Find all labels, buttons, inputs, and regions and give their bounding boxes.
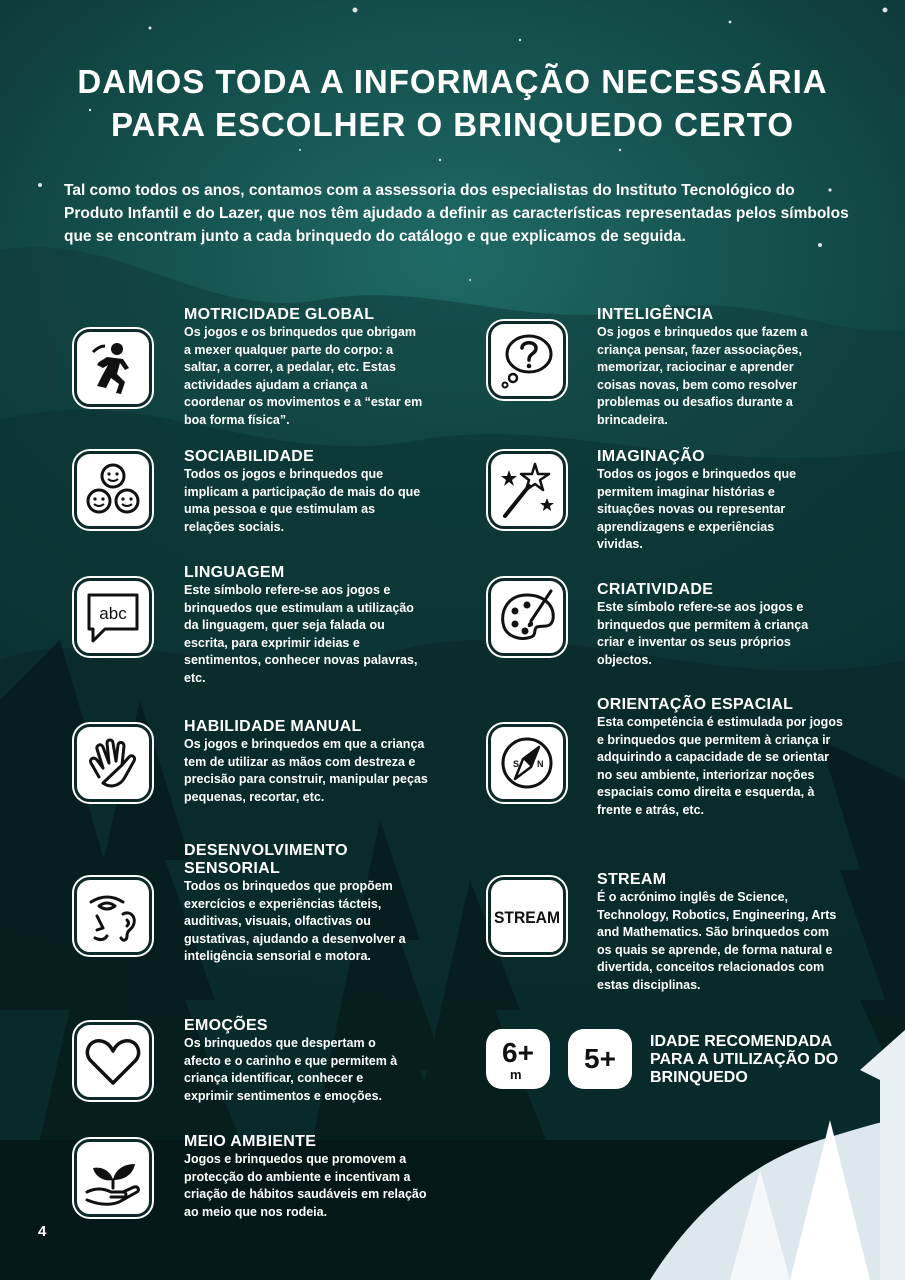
item-habilidade-manual bbox=[184, 718, 514, 806]
age-badge-value: 5+ bbox=[584, 1043, 616, 1074]
item-imaginacao bbox=[597, 448, 905, 554]
item-inteligencia bbox=[597, 306, 905, 429]
item-meio-ambiente bbox=[184, 1133, 514, 1221]
magic-wand-icon bbox=[488, 451, 566, 529]
item-title: LINGUAGEM bbox=[184, 564, 285, 581]
item-description: Todos os brinquedos que propõem exercícios e experiências tácteis, auditivas, visuais, olfactivas ou gustativas, ajudando a desenvolver a inteligência sensorial e motora. bbox=[184, 879, 406, 963]
item-description: Os jogos e os brinquedos que obrigam a mexer qualquer parte do corpo: a saltar, a correr, a pedalar, etc. Estas actividades ajudam a criança a coordenar os movimentos e a “estar em boa forma física”. bbox=[184, 325, 423, 427]
paint-palette-icon bbox=[488, 578, 566, 656]
item-description: É o acrónimo inglês de Science, Technology, Robotics, Engineering, Arts and Mathematics. São brinquedos com os quais se aprende, de forma natural e divertida, conceitos relacionados com estas disciplinas. bbox=[597, 890, 837, 992]
heart-icon bbox=[74, 1022, 152, 1100]
page-number: 4 bbox=[38, 1223, 47, 1240]
intro-paragraph: Tal como todos os anos, contamos com a assessoria dos especialistas do Instituto Tecnológico do Produto Infantil e do Lazer, que nos têm ajudado a definir as características representadas pelos símbolos que se encontram junto a cada brinquedo do catálogo e que explicamos de seguida. bbox=[64, 182, 849, 245]
age-heading: IDADE RECOMENDADA PARA A UTILIZAÇÃO DO BRINQUEDO bbox=[650, 1033, 839, 1086]
svg-text:S: S bbox=[513, 759, 520, 769]
age-badge-unit: m bbox=[510, 1067, 522, 1082]
item-title: SOCIABILIDADE bbox=[184, 448, 315, 465]
item-description: Este símbolo refere-se aos jogos e brinquedos que estimulam a utilização da linguagem, quer seja falada ou escrita, para exprimir ideias e sentimentos, conhecer novas palavras, etc. bbox=[184, 583, 418, 685]
item-title: CRIATIVIDADE bbox=[597, 581, 714, 598]
item-linguagem bbox=[184, 564, 514, 687]
item-sociabilidade bbox=[184, 448, 514, 536]
senses-face-icon bbox=[74, 877, 152, 955]
age-badge-6-months bbox=[488, 1031, 548, 1087]
item-title: MOTRICIDADE GLOBAL bbox=[184, 306, 375, 323]
item-stream bbox=[597, 871, 905, 994]
item-description: Todos os jogos e brinquedos que implicam a participação de mais do que uma pessoa e que estimulam as relações sociais. bbox=[184, 467, 421, 534]
page-title-line-1: DAMOS TODA A INFORMAÇÃO NECESSÁRIA bbox=[77, 63, 828, 100]
item-title: IMAGINAÇÃO bbox=[597, 448, 705, 465]
thought-question-icon bbox=[488, 321, 566, 399]
item-desenvolvimento-sensorial bbox=[184, 842, 514, 966]
age-badge-value: 6+ bbox=[502, 1037, 534, 1068]
item-motricidade-global bbox=[184, 306, 514, 429]
item-title: DESENVOLVIMENTO SENSORIAL bbox=[184, 842, 348, 877]
speech-bubble-abc-icon bbox=[74, 578, 152, 656]
svg-text:N: N bbox=[537, 759, 544, 769]
item-criatividade bbox=[597, 581, 905, 669]
item-title: EMOÇÕES bbox=[184, 1017, 268, 1034]
stream-text-icon bbox=[488, 877, 566, 955]
compass-icon bbox=[488, 724, 566, 802]
item-emocoes bbox=[184, 1017, 514, 1105]
item-title: ORIENTAÇÃO ESPACIAL bbox=[597, 696, 794, 713]
three-faces-icon bbox=[74, 451, 152, 529]
item-orientacao-espacial bbox=[597, 696, 905, 819]
hand-icon bbox=[74, 724, 152, 802]
item-title: MEIO AMBIENTE bbox=[184, 1133, 317, 1150]
running-person-icon bbox=[74, 329, 152, 407]
abc-label: abc bbox=[99, 604, 127, 623]
item-description: Este símbolo refere-se aos jogos e brinquedos que permitem à criança criar e inventar os seus próprios objectos. bbox=[597, 600, 809, 667]
age-badge-5-years bbox=[570, 1031, 630, 1087]
hand-plant-icon bbox=[74, 1139, 152, 1217]
item-title: STREAM bbox=[597, 871, 667, 888]
item-description: Jogos e brinquedos que promovem a protecção do ambiente e incentivam a criação de hábitos saudáveis em relação ao meio que nos rodeia. bbox=[184, 1152, 427, 1219]
item-description: Os jogos e brinquedos em que a criança tem de utilizar as mãos com destreza e precisão para construir, manipular peças pequenas, recortar, etc. bbox=[184, 737, 428, 804]
item-description: Esta competência é estimulada por jogos e brinquedos que permitem à criança ir adquirindo a capacidade de se orientar no seu ambiente, interiorizar noções espaciais como direita e esquerda, à frente e atrás, etc. bbox=[597, 715, 843, 817]
item-title: HABILIDADE MANUAL bbox=[184, 718, 362, 735]
page-title-line-2: PARA ESCOLHER O BRINQUEDO CERTO bbox=[110, 106, 795, 143]
item-title: INTELIGÊNCIA bbox=[597, 306, 714, 323]
item-description: Os brinquedos que despertam o afecto e o carinho e que permitem à criança identificar, conhecer e exprimir sentimentos e emoções. bbox=[184, 1036, 398, 1103]
stream-label: STREAM bbox=[494, 908, 560, 927]
item-description: Os jogos e brinquedos que fazem a criança pensar, fazer associações, memorizar, raciocinar e aprender coisas novas, bem como resolver problemas ou desafios durante a brincadeira. bbox=[597, 325, 808, 427]
item-description: Todos os jogos e brinquedos que permitem imaginar histórias e situações novas ou representar aprendizagens e experiências vividas. bbox=[597, 467, 797, 551]
page-title bbox=[0, 60, 905, 146]
